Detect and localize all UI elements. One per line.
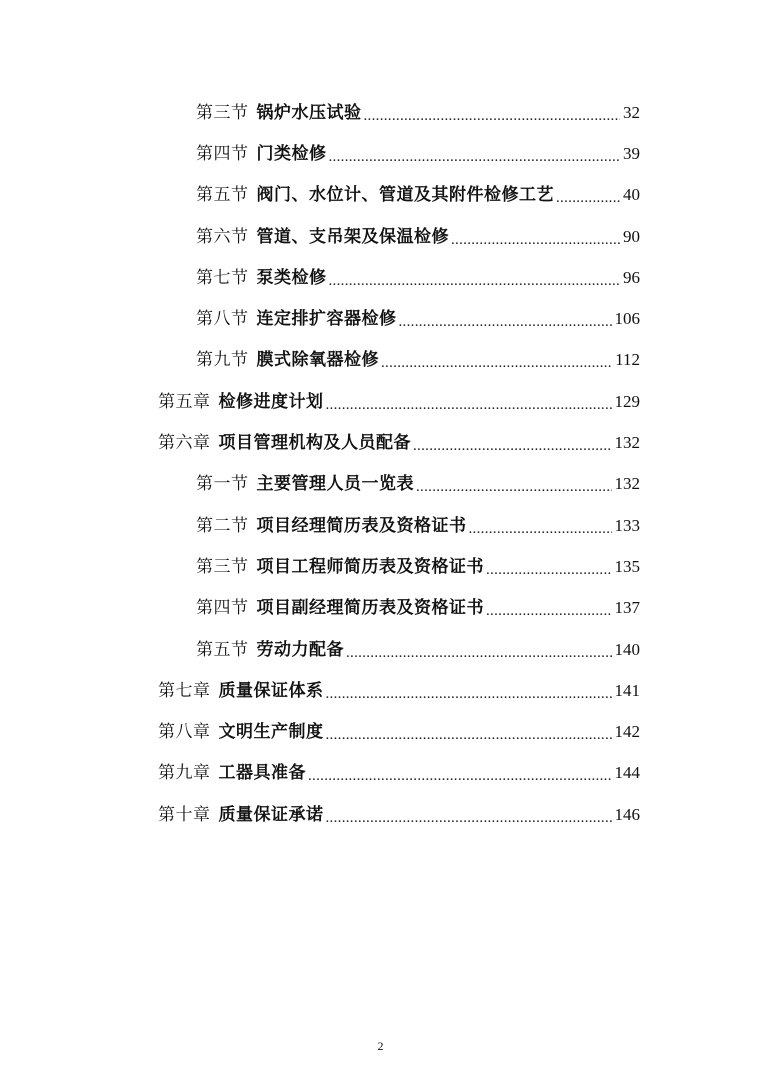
table-of-contents xyxy=(0,92,761,835)
toc-entry-title: 项目管理机构及人员配备 xyxy=(218,433,411,454)
dot-leader xyxy=(556,187,620,209)
toc-entry-title: 检修进度计划 xyxy=(218,391,324,412)
toc-entry-number: 第五节 xyxy=(196,639,249,660)
toc-entry-number: 第六章 xyxy=(158,433,211,454)
toc-entry-number: 第八节 xyxy=(196,309,249,330)
toc-entry-number: 第一节 xyxy=(196,474,249,495)
toc-entry-page: 135 xyxy=(614,556,640,576)
toc-entry-title: 管道、支吊架及保温检修 xyxy=(256,226,449,247)
toc-entry-chapter[interactable] xyxy=(0,794,640,835)
toc-entry-title: 膜式除氧器检修 xyxy=(256,350,379,371)
toc-entry-section[interactable] xyxy=(0,92,640,133)
toc-entry-number: 第三节 xyxy=(196,102,249,123)
toc-entry-title: 项目经理简历表及资格证书 xyxy=(256,515,467,536)
toc-entry-page: 141 xyxy=(614,680,640,700)
toc-entry-number: 第八章 xyxy=(158,722,211,743)
dot-leader xyxy=(326,683,612,705)
toc-entry-number: 第九章 xyxy=(158,763,211,784)
toc-entry-chapter[interactable] xyxy=(0,711,640,752)
toc-entry-title: 质量保证体系 xyxy=(218,680,324,701)
dot-leader xyxy=(486,559,612,581)
dot-leader xyxy=(326,807,612,829)
toc-entry-section[interactable] xyxy=(0,257,640,298)
toc-entry-section[interactable] xyxy=(0,588,640,629)
dot-leader xyxy=(486,600,612,622)
page-number: 2 xyxy=(377,1039,384,1053)
toc-entry-section[interactable] xyxy=(0,464,640,505)
dot-leader xyxy=(469,518,612,540)
toc-entry-page: 96 xyxy=(623,267,640,287)
toc-entry-title: 阀门、水位计、管道及其附件检修工艺 xyxy=(256,185,554,206)
dot-leader xyxy=(399,311,612,333)
toc-entry-number: 第五章 xyxy=(158,391,211,412)
toc-entry-title: 劳动力配备 xyxy=(256,639,344,660)
toc-entry-chapter[interactable] xyxy=(0,753,640,794)
toc-entry-title: 项目工程师简历表及资格证书 xyxy=(256,556,484,577)
toc-entry-section[interactable] xyxy=(0,505,640,546)
toc-entry-chapter[interactable] xyxy=(0,670,640,711)
toc-entry-section[interactable] xyxy=(0,340,640,381)
toc-entry-page: 137 xyxy=(614,598,640,618)
toc-entry-section[interactable] xyxy=(0,216,640,257)
toc-entry-number: 第七章 xyxy=(158,680,211,701)
toc-entry-section[interactable] xyxy=(0,546,640,587)
toc-entry-number: 第四节 xyxy=(196,143,249,164)
toc-entry-title: 门类检修 xyxy=(256,143,327,164)
dot-leader xyxy=(381,352,612,374)
toc-entry-title: 锅炉水压试验 xyxy=(256,102,362,123)
toc-entry-title: 工器具准备 xyxy=(218,763,306,784)
dot-leader xyxy=(451,229,620,251)
toc-entry-page: 132 xyxy=(614,433,640,453)
dot-leader xyxy=(329,146,621,168)
toc-entry-page: 140 xyxy=(614,639,640,659)
toc-entry-page: 144 xyxy=(614,763,640,783)
dot-leader xyxy=(346,642,612,664)
toc-entry-number: 第四节 xyxy=(196,598,249,619)
toc-entry-section[interactable] xyxy=(0,629,640,670)
toc-entry-page: 146 xyxy=(614,804,640,824)
toc-entry-page: 39 xyxy=(623,143,640,163)
toc-entry-number: 第九节 xyxy=(196,350,249,371)
toc-entry-section[interactable] xyxy=(0,298,640,339)
toc-entry-number: 第二节 xyxy=(196,515,249,536)
toc-entry-number: 第六节 xyxy=(196,226,249,247)
toc-entry-page: 133 xyxy=(614,515,640,535)
toc-entry-chapter[interactable] xyxy=(0,381,640,422)
dot-leader xyxy=(413,435,612,457)
toc-entry-page: 132 xyxy=(614,474,640,494)
toc-entry-title: 主要管理人员一览表 xyxy=(256,474,414,495)
toc-entry-page: 32 xyxy=(623,102,640,122)
toc-entry-title: 质量保证承诺 xyxy=(218,804,324,825)
toc-entry-number: 第七节 xyxy=(196,267,249,288)
toc-entry-page: 40 xyxy=(623,185,640,205)
toc-entry-section[interactable] xyxy=(0,175,640,216)
dot-leader xyxy=(329,270,621,292)
toc-entry-number: 第三节 xyxy=(196,556,249,577)
toc-entry-title: 项目副经理简历表及资格证书 xyxy=(256,598,484,619)
toc-entry-page: 142 xyxy=(614,722,640,742)
dot-leader xyxy=(416,476,612,498)
toc-entry-number: 第五节 xyxy=(196,185,249,206)
dot-leader xyxy=(308,765,612,787)
toc-entry-title: 连定排扩容器检修 xyxy=(256,309,397,330)
toc-entry-title: 文明生产制度 xyxy=(218,722,324,743)
dot-leader xyxy=(326,394,612,416)
toc-entry-page: 90 xyxy=(623,226,640,246)
toc-entry-section[interactable] xyxy=(0,133,640,174)
toc-entry-title: 泵类检修 xyxy=(256,267,327,288)
toc-entry-number: 第十章 xyxy=(158,804,211,825)
toc-entry-page: 106 xyxy=(614,309,640,329)
dot-leader xyxy=(364,105,621,127)
dot-leader xyxy=(326,724,612,746)
toc-entry-page: 112 xyxy=(615,350,640,370)
toc-entry-page: 129 xyxy=(614,391,640,411)
toc-entry-chapter[interactable] xyxy=(0,422,640,463)
